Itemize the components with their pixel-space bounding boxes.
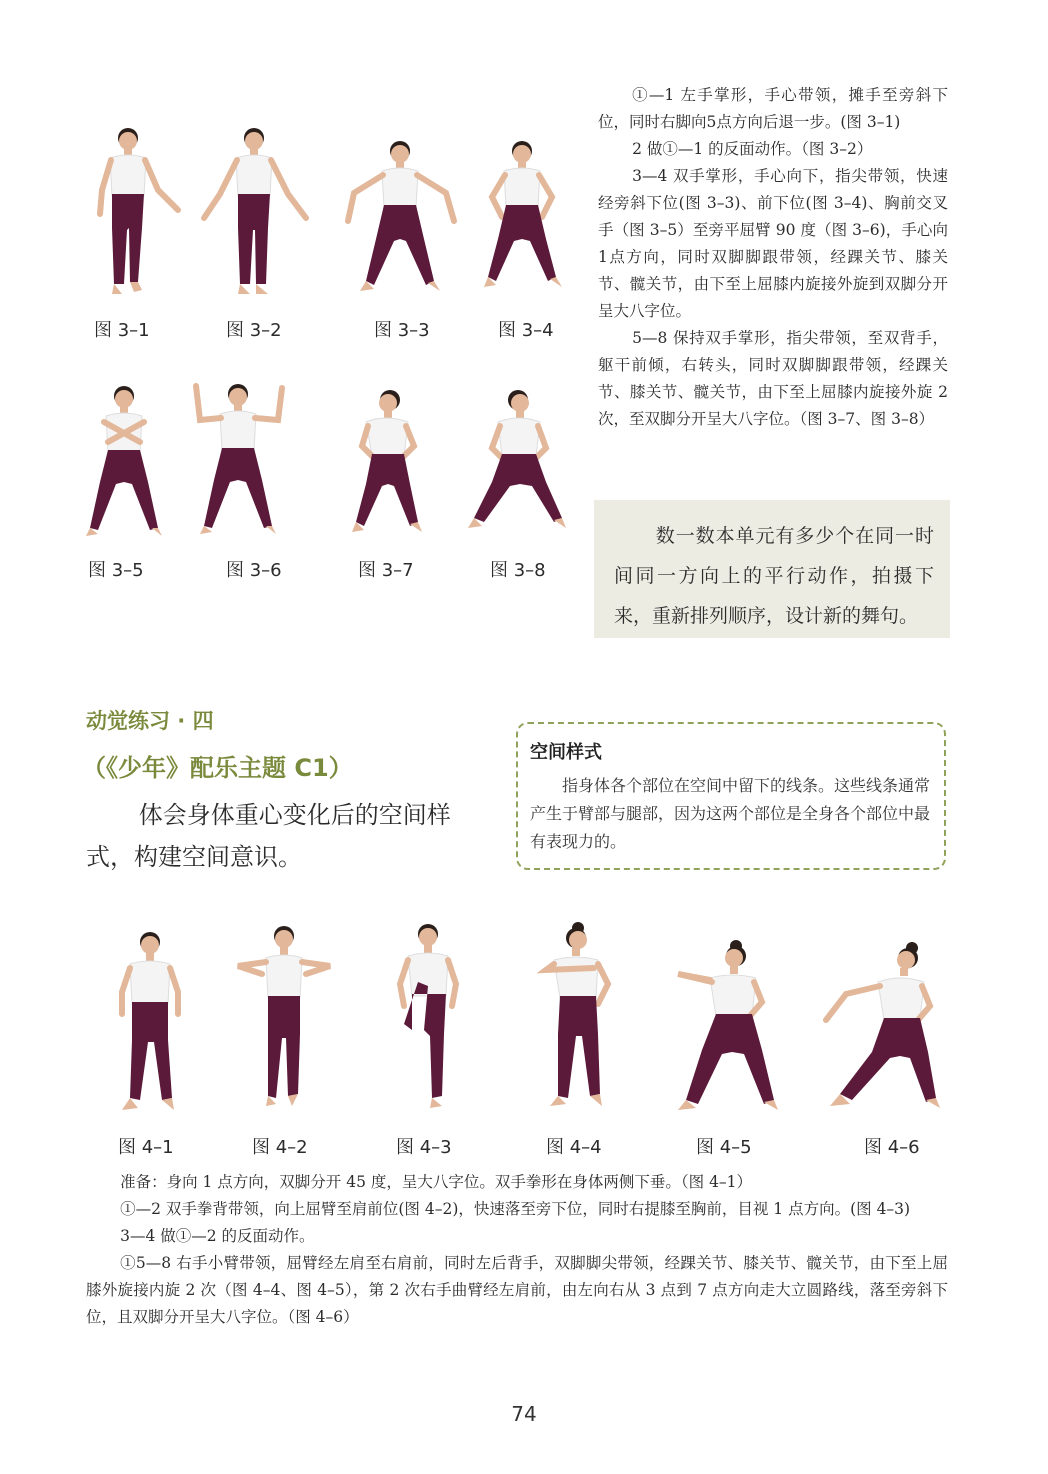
- dancer-illustration: [108, 928, 198, 1123]
- dancer-illustration: [384, 920, 474, 1122]
- figure-caption: 图 3–1: [94, 320, 150, 341]
- tip-text: 数一数本单元有多少个在同一时间同一方向上的平行动作，拍摄下来，重新排列顺序，设计新的舞句。: [614, 525, 934, 627]
- figure-caption: 图 4–5: [696, 1137, 752, 1158]
- figure-caption: 图 3–8: [490, 560, 546, 581]
- dancer-illustration: [532, 918, 632, 1122]
- figure-3-5: [82, 382, 172, 581]
- figure-3-4: [480, 135, 570, 341]
- instruction-paragraph: ①—2 双手拳背带领，向上屈臂至肩前位(图 4–2)，快速落至旁下位，同时右提膝至胸前，目视 1 点方向。(图 4–3): [120, 1200, 911, 1218]
- instruction-paragraph: ①—1 左手掌形，手心带领，摊手至旁斜下位，同时右脚向5点方向后退一步。(图 3–1): [598, 86, 948, 131]
- dancer-illustration: [82, 382, 172, 542]
- instruction-paragraph: 5—8 保持双手掌形，指尖带领，至双背手，躯干前倾，右转头，同时双脚脚跟带领，经踝关节、膝关节、髋关节，由下至上屈膝内旋接外旋 2 次，至双脚分开呈大八字位。（图 3–7、图 3–8）: [598, 329, 948, 428]
- dancer-illustration: [92, 118, 192, 303]
- figure-caption: 图 3–6: [226, 560, 282, 581]
- figure-caption: 图 4–1: [118, 1137, 174, 1158]
- figure-4-2: [232, 922, 342, 1158]
- figure-caption: 图 3–4: [498, 320, 554, 341]
- section-title: 动觉练习 · 四: [86, 709, 214, 733]
- activity-tip-box: [594, 500, 950, 638]
- figure-3-3: [340, 135, 470, 341]
- dancer-illustration: [344, 386, 434, 542]
- instructions-3: [598, 82, 948, 433]
- figure-caption: 图 4–2: [252, 1137, 308, 1158]
- dancer-illustration: [340, 135, 470, 305]
- figure-caption: 图 4–3: [396, 1137, 452, 1158]
- concept-title: 空间样式: [530, 742, 602, 763]
- instruction-paragraph: 3—4 做①—2 的反面动作。: [120, 1227, 315, 1245]
- instruction-paragraph: 3—4 双手掌形，手心向下，指尖带领，快速经旁斜下位(图 3–3)、前下位(图 3–4)、胸前交叉手（图 3–5）至旁平屈臂 90 度（图 3–6)，手心向1点方向，同时双脚脚跟带领，经踝关节、膝关节、髋关节，由下至上屈膝内旋接外旋到双脚分开呈大八字位。: [598, 167, 948, 320]
- figure-caption: 图 4–4: [546, 1137, 602, 1158]
- figure-caption: 图 3–7: [358, 560, 414, 581]
- figure-4-4: [532, 918, 632, 1158]
- figure-3-6: [186, 380, 296, 581]
- figure-4-6: [816, 942, 946, 1158]
- dancer-illustration: [462, 386, 572, 542]
- dancer-illustration: [480, 135, 570, 305]
- section-intro: 体会身体重心变化后的空间样式，构建空间意识。: [86, 801, 451, 871]
- section-subtitle: （《少年》配乐主题 C1）: [82, 754, 353, 782]
- instructions-4: [86, 1169, 948, 1331]
- figure-3-1: [92, 118, 192, 341]
- figure-3-7: [344, 386, 434, 581]
- instruction-paragraph: ①5—8 右手小臂带领，屈臂经左肩至右肩前，同时左后背手，双脚脚尖带领，经踝关节、膝关节、髋关节，由下至上屈膝外旋接内旋 2 次（图 4–4、图 4–5），第 2 次右手曲臂经左肩前，由左向右从 3 点到 7 点方向走大立圆路线，落至旁斜下位，且双脚分开呈大八字位。（图 4–6）: [86, 1254, 948, 1326]
- page-number: 74: [511, 1402, 537, 1426]
- figure-4-3: [384, 920, 474, 1158]
- dancer-illustration: [670, 940, 790, 1122]
- figure-3-2: [200, 118, 320, 341]
- dancer-illustration: [816, 942, 946, 1122]
- figure-caption: 图 3–5: [88, 560, 144, 581]
- dancer-illustration: [186, 380, 296, 542]
- dancer-illustration: [200, 118, 320, 303]
- instruction-paragraph: 2 做①—1 的反面动作。（图 3–2）: [632, 140, 873, 158]
- concept-body: 指身体各个部位在空间中留下的线条。这些线条通常产生于臂部与腿部，因为这两个部位是全身各个部位中最有表现力的。: [530, 776, 931, 851]
- concept-box: [516, 722, 946, 870]
- figure-4-5: [670, 940, 790, 1158]
- dancer-illustration: [232, 922, 342, 1122]
- figure-caption: 图 4–6: [864, 1137, 920, 1158]
- figure-caption: 图 3–3: [374, 320, 430, 341]
- figure-caption: 图 3–2: [226, 320, 282, 341]
- instruction-paragraph: 准备：身向 1 点方向，双脚分开 45 度，呈大八字位。双手拳形在身体两侧下垂。（图 4–1）: [120, 1173, 753, 1191]
- figure-4-1: [108, 928, 198, 1158]
- figure-3-8: [462, 386, 572, 581]
